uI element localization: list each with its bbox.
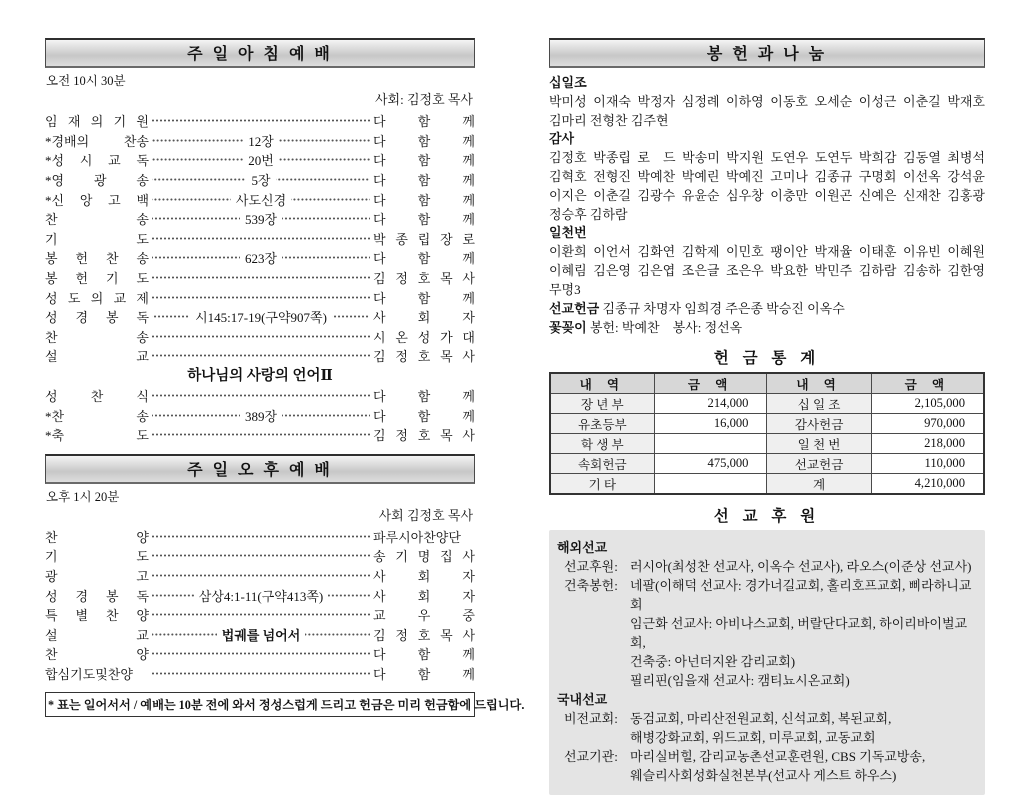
worship-item-value: 5장 [251,173,271,189]
stats-row [550,474,984,495]
worship-row [45,327,475,347]
dotted-leader [152,139,243,142]
stats-row [550,394,984,414]
worship-item-label: 찬 양 [45,529,149,545]
offering-category-label: 선교헌금 [549,301,600,316]
mission-item-line: 임근화 선교사: 아비나스교회, 버랄단다교회, 하이리바이벌교회, [630,616,968,650]
afternoon-service-section [45,454,475,684]
stats-amount: 475,000 [654,454,767,474]
mission-item-label: 비전교회: [564,711,618,726]
dotted-leader [152,158,243,161]
worship-item-label: 기 도 [45,231,149,247]
mission-item-label: 선교후원: [564,559,618,574]
dotted-leader [152,354,370,357]
worship-row [45,605,475,625]
offering-names-line: 김혁호 전형진 박예찬 박예린 박예진 고미나 김종규 구명회 이선옥 강석윤 [549,169,985,184]
dotted-leader [282,414,370,417]
worship-item-label: *경배의 찬송 [45,133,149,149]
stats-amount: 218,000 [871,434,984,454]
worship-item-person: 다 함 께 [373,192,476,208]
dotted-leader [152,276,370,279]
mission-item-lines [630,557,977,576]
dotted-leader [152,613,370,616]
worship-item-person: 김 정 호 목 사 [373,271,475,287]
worship-item-value: 사도신경 [235,192,287,208]
stats-item-name: 감사헌금 [767,414,871,434]
worship-item-label: 봉 헌 기 도 [45,271,149,287]
worship-row [45,405,475,425]
mission-item-lines [630,747,977,785]
mission-item-line: 네팔(이해덕 선교사: 경가너길교회, 홀리호프교회, 삐라하니교회 [630,578,972,612]
morning-order-list [45,111,475,445]
mission-item-lines [630,709,977,747]
stats-amount: 214,000 [654,394,767,414]
worship-item-person: 김 정 호 목 사 [373,428,475,444]
worship-item-person: 박 종 립 장 로 [373,231,475,247]
worship-item-label: 성 경 봉 독 [45,310,149,326]
mission-group-heading: 국내선교 [557,692,608,707]
mission-item-lines [630,576,977,690]
worship-row [45,346,475,366]
mission-item-line: 러시아(최성찬 선교사, 이옥수 선교사), 라오스(이준상 선교사) [630,559,972,574]
worship-item-label: 임 재 의 기 원 [45,114,149,130]
worship-item-person: 김 정 호 목 사 [373,627,476,643]
dotted-leader [328,594,370,597]
dotted-leader [152,178,246,181]
worship-item-label: 설 교 [45,349,149,365]
worship-row [45,170,475,190]
worship-row [45,307,475,327]
worship-item-label: 찬 양 [45,647,149,663]
worship-item-label: *찬 송 [45,408,149,424]
dotted-leader [152,315,190,318]
dotted-leader [152,414,240,417]
worship-item-person: 다 함 께 [373,133,475,149]
dotted-leader [332,315,370,318]
offering-names-line: 김정호 박종립 로 드 박송미 박지원 도연우 도연두 박희감 김동열 최병석 [549,150,985,165]
stats-row [550,414,984,434]
offering-names-line: 박미성 이재숙 박정자 심정례 이하영 이동호 오세순 이성근 이춘길 박재호 [549,94,985,109]
stats-column-header: 금 액 [871,373,984,394]
offering-name-lists [549,74,985,337]
mission-item [557,747,977,785]
sermon-title: 하나님의 사랑의 언어Ⅱ [187,367,333,384]
stats-amount: 110,000 [871,454,984,474]
etiquette-footer-note: * 표는 일어서서 / 예배는 10분 전에 와서 정성스럽게 드리고 헌금은 미리 헌금함에 드립니다. [45,692,475,717]
left-column [45,38,525,717]
dotted-leader [152,237,370,240]
afternoon-service-title-bar: 주 일 오 후 예 배 [45,454,475,484]
worship-row [45,131,475,151]
worship-row [45,268,475,288]
dotted-leader [152,594,194,597]
worship-item-label: 성 찬 식 [45,389,149,405]
mission-item-label: 건축봉헌: [564,578,618,593]
worship-item-person: 교 우 중 [373,608,475,624]
worship-row [45,111,475,131]
stats-item-name: 일 천 번 [767,434,871,454]
stats-amount: 970,000 [871,414,984,434]
right-column [549,38,985,795]
morning-service-title-bar: 주 일 아 침 예 배 [45,38,475,68]
mission-support-title: 선 교 후 원 [713,508,821,525]
worship-item-label: 설 교 [45,627,149,643]
stats-amount: 4,210,000 [871,474,984,495]
stats-header-row [550,373,984,394]
worship-row [45,527,475,547]
worship-item-label: *신 앙 고 백 [45,192,149,208]
worship-row [45,664,475,684]
mission-item [557,709,977,747]
mission-item [557,576,977,690]
dotted-leader [152,394,370,397]
dotted-leader [152,256,240,259]
worship-item-label: 찬 송 [45,212,149,228]
mission-item-line: 마리실버힐, 감리교농촌선교훈련원, CBS 기독교방송, [630,749,926,764]
offering-category-label: 일천번 [549,225,587,240]
worship-item-value: 20번 [248,153,274,169]
dotted-leader [282,217,370,220]
dotted-leader [152,433,370,436]
offering-sharing-title-bar: 봉 헌 과 나 눔 [549,38,985,68]
offering-category-label: 감사 [549,131,575,146]
stats-amount: 2,105,000 [871,394,984,414]
worship-item-person: 다 함 께 [373,251,475,267]
worship-item-person: 김 정 호 목 사 [373,349,475,365]
worship-item-person: 다 함 께 [373,647,475,663]
worship-row [45,287,475,307]
stats-amount [654,474,767,495]
worship-row [45,386,475,406]
mission-item-line: 웨슬리사회성화실천본부(선교사 게스트 하우스) [630,768,897,783]
dotted-leader [152,217,240,220]
worship-row [45,209,475,229]
stats-item-name: 선교헌금 [767,454,871,474]
worship-row [45,229,475,249]
offering-category-label: 십일조 [549,75,587,90]
worship-item-label: 합심기도및찬양 [45,666,133,682]
stats-amount: 16,000 [654,414,767,434]
morning-service-time: 오전 10시 30분 [46,74,126,88]
dotted-leader [305,633,370,636]
dotted-leader [276,178,370,181]
dotted-leader [152,535,370,538]
worship-item-label: 성 도 의 교 제 [45,290,149,306]
worship-row [45,248,475,268]
dotted-leader [152,672,370,675]
worship-item-person: 시 온 성 가 대 [373,329,475,345]
worship-row [45,150,475,170]
offering-names-line: 이환희 이언서 김화연 김학제 이민호 팽이안 박재율 이태훈 이유빈 이혜원 [549,244,985,259]
worship-item-value: 623장 [244,251,278,267]
dotted-leader [291,198,370,201]
dotted-leader [152,652,370,655]
dotted-leader [152,633,217,636]
dotted-leader [152,296,370,299]
dotted-leader [152,335,370,338]
worship-item-label: 광 고 [45,568,149,584]
worship-row [45,425,475,445]
worship-item-person: 다 함 께 [373,212,475,228]
offering-inline-line [549,299,985,318]
dotted-leader [152,119,370,122]
offering-names-line: 이지은 이춘길 김광수 유윤순 심우창 이충만 이원곤 신예은 신재찬 김홍광 [549,188,985,203]
mission-item-line: 해병강화교회, 위드교회, 미루교회, 교동교회 [630,730,876,745]
dotted-leader [152,574,370,577]
worship-item-value: 시145:17-19(구약907쪽) [195,310,327,326]
mission-item-label: 선교기관: [564,749,618,764]
stats-row [550,454,984,474]
worship-row [45,644,475,664]
offering-category-label: 꽃꽂이 [549,320,587,335]
stats-item-name: 학 생 부 [550,434,654,454]
stats-column-header: 내 역 [550,373,654,394]
offering-inline-line [549,318,985,337]
worship-item-person: 다 함 께 [373,666,475,682]
worship-item-label: 기 도 [45,549,149,565]
stats-item-name: 장 년 부 [550,394,654,414]
dotted-leader [152,198,231,201]
offering-names-line: 이혜림 김은영 김은엽 조은글 조은우 박요한 박민주 김하람 김송하 김한영 [549,263,985,278]
offering-stats-table [549,372,985,495]
worship-item-label: *축 도 [45,428,149,444]
worship-item-person: 다 함 께 [373,389,475,405]
offering-names-text: 김종규 차명자 임희경 주은종 박승진 이옥수 [599,301,845,316]
worship-row [45,566,475,586]
dotted-leader [282,256,370,259]
worship-item-label: 성 경 봉 독 [45,588,149,604]
stats-item-name: 유초등부 [550,414,654,434]
worship-item-label: 봉 헌 찬 송 [45,251,149,267]
worship-item-person: 다 함 께 [373,290,475,306]
stats-row [550,434,984,454]
worship-item-person: 사 회 자 [373,588,476,604]
offering-names-line: 무명3 [549,282,581,297]
mission-support-box [549,530,985,795]
worship-item-label: *성 시 교 독 [45,153,149,169]
worship-item-person: 사 회 자 [373,310,475,326]
stats-column-header: 금 액 [654,373,767,394]
stats-item-name: 기 타 [550,474,654,495]
offering-names-line: 김마리 전형찬 김주현 [549,113,669,128]
stats-amount [654,434,767,454]
morning-service-section [45,38,475,445]
dotted-leader [279,158,370,161]
worship-item-value: 삼상4:1-11(구약413쪽) [198,588,324,604]
dotted-leader [152,554,370,557]
stats-column-header: 내 역 [767,373,871,394]
worship-item-value: 539장 [244,212,278,228]
afternoon-order-list [45,527,475,684]
worship-row [45,624,475,644]
worship-item-person: 송 기 명 집 사 [373,549,475,565]
worship-item-person: 파루시아찬양단 [373,529,461,545]
worship-item-label: 찬 송 [45,329,149,345]
afternoon-service-leader: 사회 김정호 목사 [378,507,473,523]
worship-row [45,189,475,209]
mission-item-line: 동검교회, 마리산전원교회, 신석교회, 복된교회, [630,711,892,726]
worship-row [45,585,475,605]
worship-item-value: 389장 [244,408,278,424]
worship-item-label: 특 별 찬 양 [45,608,149,624]
stats-item-name: 속회헌금 [550,454,654,474]
stats-item-name: 계 [767,474,871,495]
mission-item-line: 필리핀(임을재 선교사: 캠티뇨시온교회) [630,673,850,688]
worship-item-label: *영 광 송 [45,173,149,189]
mission-group-heading: 해외선교 [557,540,608,555]
worship-item-person: 다 함 께 [373,408,475,424]
afternoon-service-time: 오후 1시 20분 [46,489,120,504]
stats-item-name: 십 일 조 [767,394,871,414]
mission-item-line: 건축중: 아넌더지완 감리교회) [630,654,796,669]
offering-names-text: 봉헌: 박예찬 봉사: 정선옥 [586,320,743,335]
worship-item-person: 다 함 께 [373,173,475,189]
worship-row [45,546,475,566]
offering-stats-title: 헌 금 통 계 [713,350,821,367]
worship-item-value: 12장 [248,133,274,149]
worship-item-person: 사 회 자 [373,568,475,584]
offering-names-line: 정승후 김하람 [549,207,628,222]
dotted-leader [279,139,370,142]
mission-item [557,557,977,576]
worship-item-person: 다 함 께 [373,153,475,169]
worship-item-person: 다 함 께 [373,114,475,130]
morning-service-leader: 사회: 김정호 목사 [374,92,473,107]
worship-item-value: 법궤를 넘어서 [221,627,301,643]
